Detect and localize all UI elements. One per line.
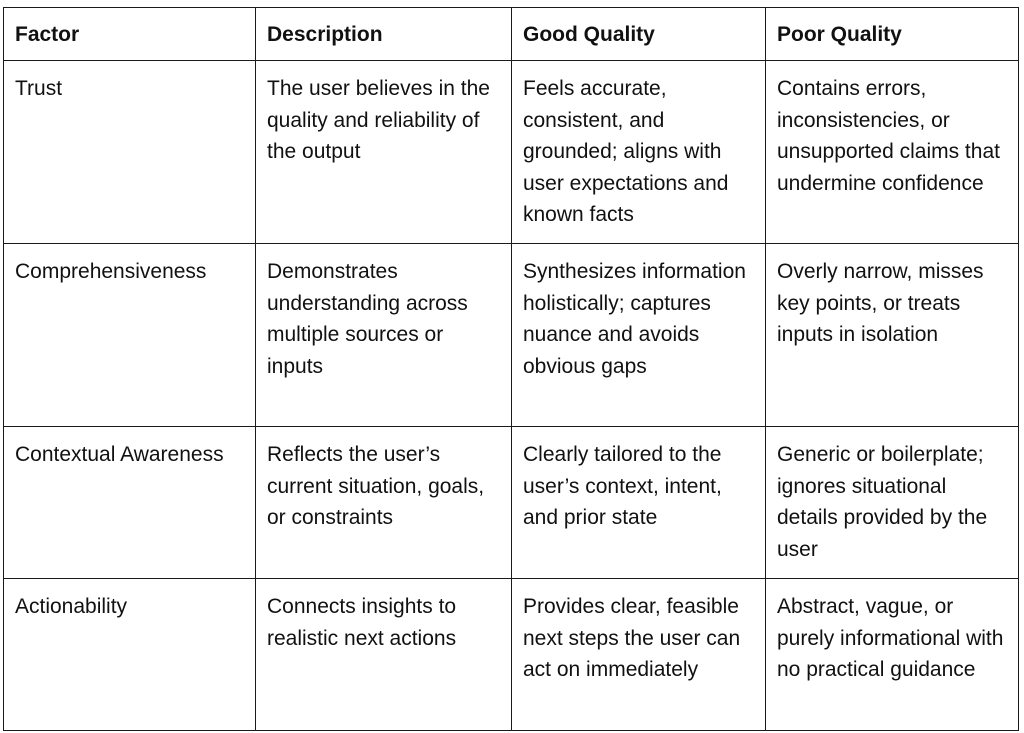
cell-poor-quality: Overly narrow, misses key points, or treats inputs in isolation: [766, 244, 1019, 427]
table-row: [4, 579, 1019, 731]
header-factor: Factor: [4, 8, 256, 61]
cell-factor: Comprehensiveness: [4, 244, 256, 427]
header-description: Description: [256, 8, 512, 61]
cell-good-quality: Synthesizes information holistically; captures nuance and avoids obvious gaps: [512, 244, 766, 427]
cell-poor-quality: Abstract, vague, or purely informational with no practical guidance: [766, 579, 1019, 731]
cell-description: The user believes in the quality and reliability of the output: [256, 61, 512, 244]
table-row: [4, 61, 1019, 244]
cell-description: Connects insights to realistic next actions: [256, 579, 512, 731]
header-good-quality: Good Quality: [512, 8, 766, 61]
cell-poor-quality: Generic or boilerplate; ignores situational details provided by the user: [766, 427, 1019, 579]
cell-good-quality: Provides clear, feasible next steps the user can act on immediately: [512, 579, 766, 731]
table-header-row: [4, 8, 1019, 61]
cell-factor: Actionability: [4, 579, 256, 731]
cell-factor: Trust: [4, 61, 256, 244]
cell-good-quality: Clearly tailored to the user’s context, intent, and prior state: [512, 427, 766, 579]
cell-description: Reflects the user’s current situation, goals, or constraints: [256, 427, 512, 579]
cell-description: Demonstrates understanding across multiple sources or inputs: [256, 244, 512, 427]
header-poor-quality: Poor Quality: [766, 8, 1019, 61]
cell-good-quality: Feels accurate, consistent, and grounded; aligns with user expectations and known facts: [512, 61, 766, 244]
table-row: [4, 427, 1019, 579]
quality-factors-table-container: [3, 7, 1019, 731]
cell-poor-quality: Contains errors, inconsistencies, or unsupported claims that undermine confidence: [766, 61, 1019, 244]
quality-factors-table: [3, 7, 1019, 731]
cell-factor: Contextual Awareness: [4, 427, 256, 579]
table-row: [4, 244, 1019, 427]
